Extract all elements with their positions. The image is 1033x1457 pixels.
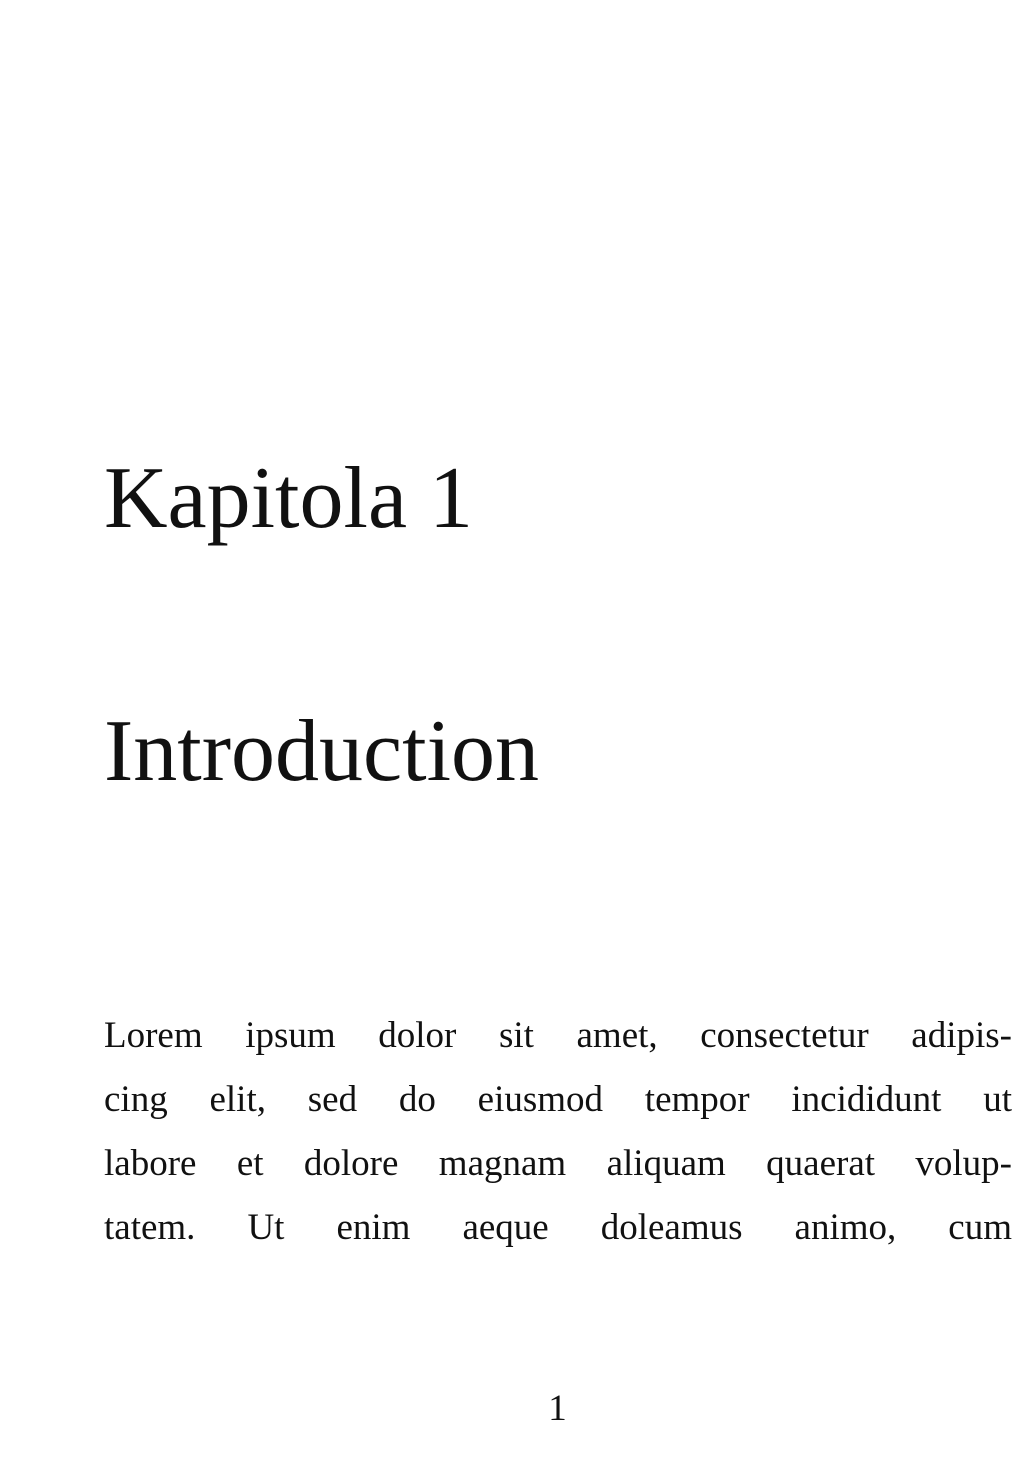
paragraph-line: labore et dolore magnam aliquam quaerat volup-: [104, 1143, 1012, 1184]
chapter-title: Introduction: [104, 703, 540, 800]
paragraph-line: tatem. Ut enim aeque doleamus animo, cum: [104, 1207, 1012, 1248]
paragraph-line: Lorem ipsum dolor sit amet, consectetur adipis-: [104, 1015, 1012, 1056]
body-paragraph: [104, 1004, 1012, 1260]
chapter-label: Kapitola 1: [104, 450, 474, 547]
page-number: 1: [548, 1388, 567, 1429]
paragraph-line: cing elit, sed do eiusmod tempor incididunt ut: [104, 1079, 1012, 1120]
